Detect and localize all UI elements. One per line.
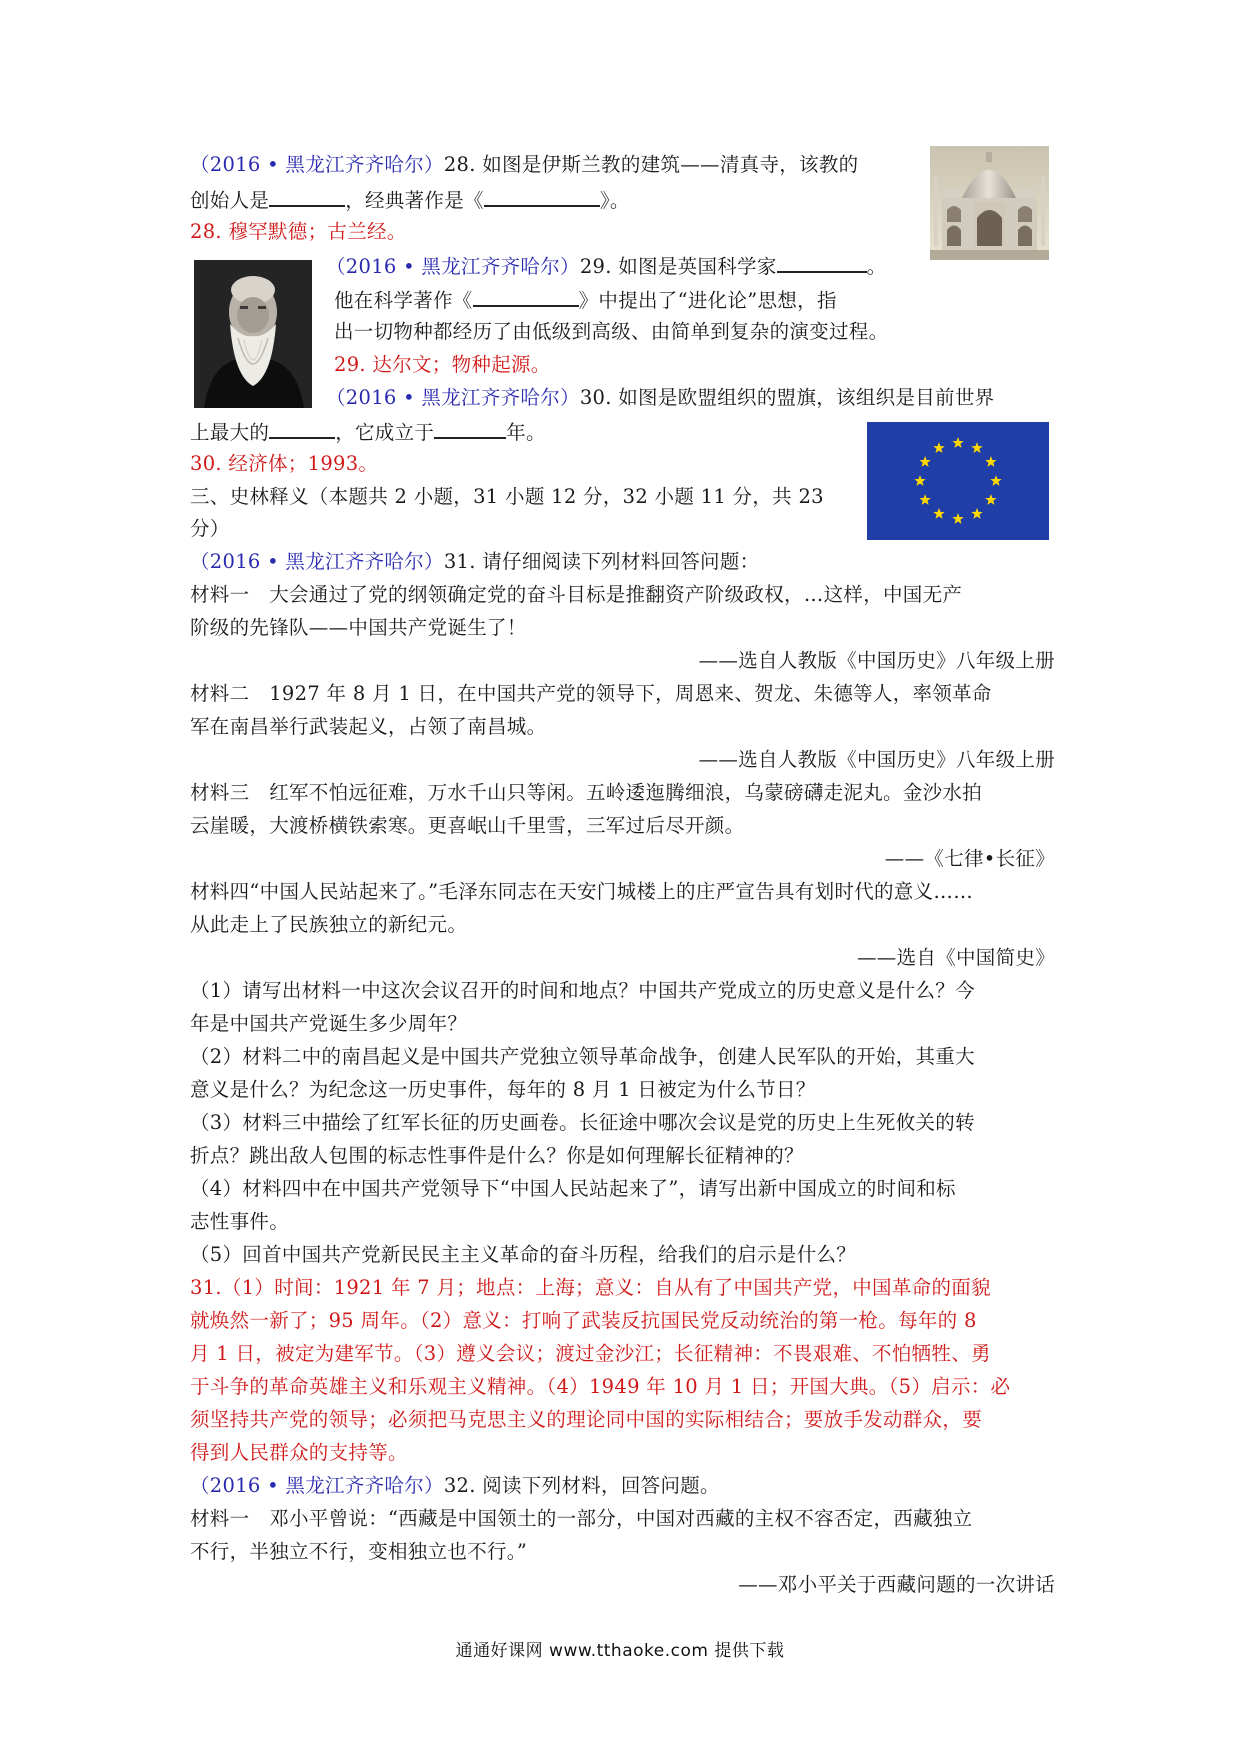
q31-sub-4-line-1: （4）材料四中在中国共产党领导下“中国人民站起来了”，请写出新中国成立的时间和标 xyxy=(190,1177,956,1200)
q32-source: （2016 • 黑龙江齐齐哈尔） xyxy=(190,1474,444,1497)
q30-text-b: ，它成立于 xyxy=(335,421,435,444)
section-3-heading: 三、史林释义（本题共 2 小题，31 小题 12 分，32 小题 11 分，共 23 xyxy=(190,485,824,508)
q31-sub-3-line-1: （3）材料三中描绘了红军长征的历史画卷。长征途中哪次会议是党的历史上生死攸关的转 xyxy=(190,1111,975,1134)
q31-material-4-line-2: 从此走上了民族独立的新纪元。 xyxy=(190,913,468,936)
q28-blank-scripture[interactable] xyxy=(484,187,600,207)
q31-material-2-line-1: 材料二 1927 年 8 月 1 日，在中国共产党的领导下，周恩来、贺龙、朱德等人，率领革命 xyxy=(190,682,992,705)
section-3-heading-cont: 分） xyxy=(190,517,230,540)
q31-answer-line-6: 得到人民群众的支持等。 xyxy=(190,1441,408,1464)
q32-material-1-source: ——邓小平关于西藏问题的一次讲话 xyxy=(738,1573,1055,1596)
q29-line-1 xyxy=(326,253,886,279)
q31-material-3-line-2: 云崖暖，大渡桥横铁索寒。更喜岷山千里雪，三军过后尽开颜。 xyxy=(190,814,745,837)
q28-question-text: 28. 如图是伊斯兰教的建筑——清真寺，该教的 xyxy=(443,153,859,176)
q28-text-a: 创始人是 xyxy=(190,189,270,212)
q31-sub-5: （5）回首中国共产党新民民主主义革命的奋斗历程，给我们的启示是什么？ xyxy=(190,1243,857,1266)
q29-line-3: 出一切物种都经历了由低级到高级、由简单到复杂的演变过程。 xyxy=(334,320,889,343)
q29-text-a: 他在科学著作《 xyxy=(334,289,473,312)
q32-intro xyxy=(190,1474,720,1498)
q29-question-text: 29. 如图是英国科学家 xyxy=(579,255,777,278)
q31-sub-3-line-2: 折点？跳出敌人包围的标志性事件是什么？你是如何理解长征精神的？ xyxy=(190,1144,804,1167)
q31-material-1-line-1: 材料一 大会通过了党的纲领确定党的奋斗目标是推翻资产阶级政权，…这样，中国无产 xyxy=(190,583,963,606)
eu-flag-image xyxy=(867,422,1049,540)
q28-source: （2016 • 黑龙江齐齐哈尔） xyxy=(190,153,444,176)
q29-text-end: 。 xyxy=(866,255,887,278)
q31-intro-text: 31. 请仔细阅读下列材料回答问题： xyxy=(443,550,760,573)
q31-sub-1-line-2: 年是中国共产党诞生多少周年？ xyxy=(190,1012,468,1035)
q29-answer: 29. 达尔文；物种起源。 xyxy=(334,353,551,376)
q31-source: （2016 • 黑龙江齐齐哈尔） xyxy=(190,550,444,573)
mosque-image xyxy=(930,146,1049,260)
q30-text-a: 上最大的 xyxy=(190,421,270,444)
q31-answer-line-3: 月 1 日，被定为建军节。（3）遵义会议；渡过金沙江；长征精神：不畏艰难、不怕牺牲、勇 xyxy=(190,1342,991,1365)
q30-blank-economy[interactable] xyxy=(269,419,335,439)
q30-line-2 xyxy=(190,419,546,445)
q31-material-3-source: ——《七律•长征》 xyxy=(884,847,1055,870)
q31-material-2-line-2: 军在南昌举行武装起义，占领了南昌城。 xyxy=(190,715,547,738)
q28-blank-founder[interactable] xyxy=(269,187,345,207)
q28-text-c: 》。 xyxy=(599,189,630,212)
q31-sub-4-line-2: 志性事件。 xyxy=(190,1210,290,1233)
q31-material-1-line-2: 阶级的先锋队——中国共产党诞生了！ xyxy=(190,616,527,639)
q28-text-b: ，经典著作是《 xyxy=(345,189,484,212)
q30-text-c: 年。 xyxy=(506,421,546,444)
q31-material-4-line-1: 材料四“中国人民站起来了。”毛泽东同志在天安门城楼上的庄严宣告具有划时代的意义…… xyxy=(190,880,973,903)
q29-blank-scientist[interactable] xyxy=(777,253,867,273)
q31-answer-line-4: 于斗争的革命英雄主义和乐观主义精神。（4）1949 年 10 月 1 日；开国大典。（5）启示：必 xyxy=(190,1375,1011,1398)
q32-material-1-line-1: 材料一 邓小平曾说：“西藏是中国领土的一部分，中国对西藏的主权不容否定，西藏独立 xyxy=(190,1507,973,1530)
q31-intro xyxy=(190,550,759,574)
q30-answer: 30. 经济体；1993。 xyxy=(190,452,379,475)
q29-text-b: 》中提出了“进化论”思想，指 xyxy=(578,289,837,312)
q31-material-1-source: ——选自人教版《中国历史》八年级上册 xyxy=(698,649,1055,672)
q32-intro-text: 32. 阅读下列材料，回答问题。 xyxy=(443,1474,720,1497)
q31-sub-1-line-1: （1）请写出材料一中这次会议召开的时间和地点？中国共产党成立的历史意义是什么？今 xyxy=(190,979,975,1002)
q29-source: （2016 • 黑龙江齐齐哈尔） xyxy=(326,255,580,278)
q30-blank-year[interactable] xyxy=(434,419,506,439)
q31-sub-2-line-1: （2）材料二中的南昌起义是中国共产党独立领导革命战争，创建人民军队的开始，其重大 xyxy=(190,1045,975,1068)
q30-line-1 xyxy=(326,386,994,410)
q31-material-2-source: ——选自人教版《中国历史》八年级上册 xyxy=(698,748,1055,771)
q30-source: （2016 • 黑龙江齐齐哈尔） xyxy=(326,386,580,409)
darwin-portrait-image xyxy=(194,260,312,408)
q31-sub-2-line-2: 意义是什么？为纪念这一历史事件，每年的 8 月 1 日被定为什么节日？ xyxy=(190,1078,816,1101)
q31-material-4-source: ——选自《中国简史》 xyxy=(857,946,1055,969)
q30-question-text: 30. 如图是欧盟组织的盟旗，该组织是目前世界 xyxy=(579,386,995,409)
q31-answer-line-1: 31.（1）时间：1921 年 7 月；地点：上海；意义：自从有了中国共产党，中国革命的面貌 xyxy=(190,1276,991,1299)
q29-line-2 xyxy=(334,287,837,313)
q28-line-2 xyxy=(190,187,630,213)
q28-answer: 28. 穆罕默德；古兰经。 xyxy=(190,220,407,243)
page-footer: 通通好课网 www.tthaoke.com 提供下载 xyxy=(455,1641,785,1661)
q31-material-3-line-1: 材料三 红军不怕远征难，万水千山只等闲。五岭逶迤腾细浪，乌蒙磅礴走泥丸。金沙水拍 xyxy=(190,781,983,804)
q29-blank-book[interactable] xyxy=(473,287,579,307)
q32-material-1-line-2: 不行，半独立不行，变相独立也不行。” xyxy=(190,1540,528,1563)
q31-answer-line-2: 就焕然一新了；95 周年。（2）意义：打响了武装反抗国民党反动统治的第一枪。每年的 8 xyxy=(190,1309,977,1332)
q31-answer-line-5: 须坚持共产党的领导；必须把马克思主义的理论同中国的实际相结合；要放手发动群众，要 xyxy=(190,1408,983,1431)
q28-line-1 xyxy=(190,153,858,177)
